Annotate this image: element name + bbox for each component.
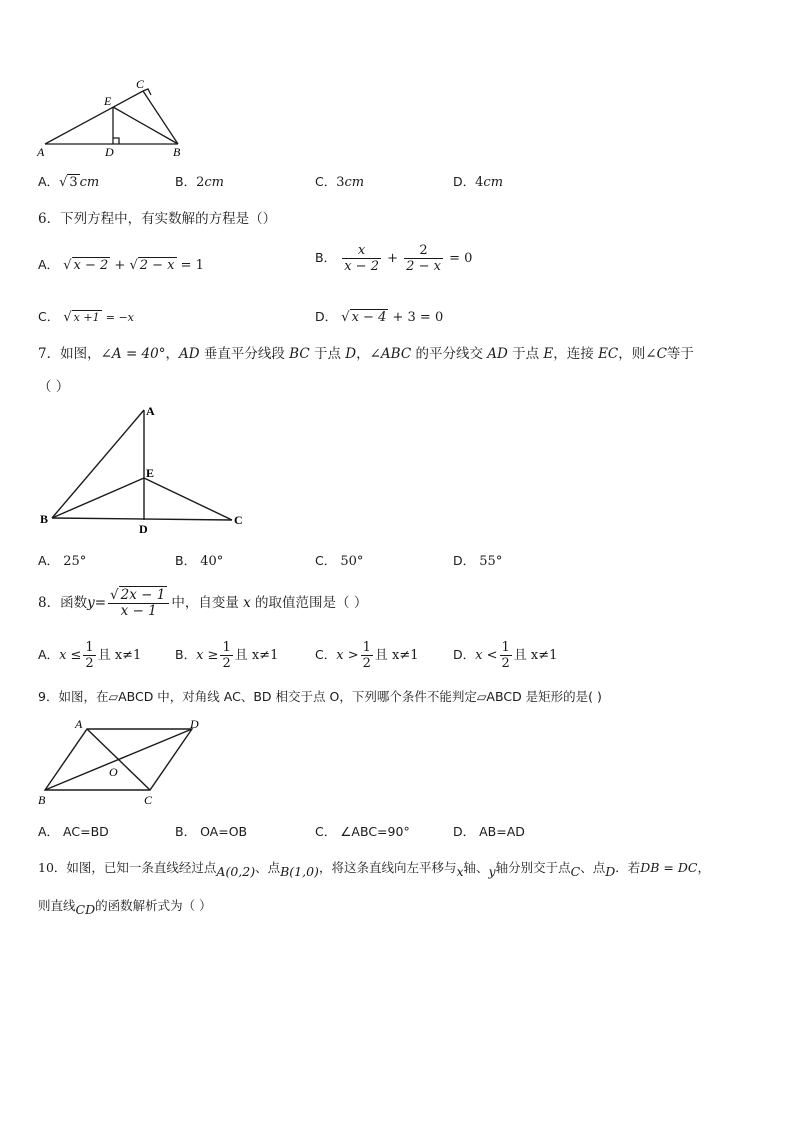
label-d: D — [105, 145, 114, 159]
label-d: D — [190, 717, 199, 731]
label-a: A — [146, 404, 155, 418]
q5-option-c[interactable]: C．3cm — [315, 174, 365, 190]
q7-option-a[interactable]: A． 25° — [38, 553, 87, 569]
q8-option-b[interactable]: B．x ≥ $\frac{1}{2}$ 且 x≠1 — [175, 640, 279, 671]
q10-stem-line2: 则直线CD的函数解析式为（ ） — [38, 898, 212, 917]
q8-option-a[interactable]: A．x ≤ $\frac{1}{2}$ 且 x≠1 — [38, 640, 142, 671]
q9-option-b[interactable]: B． OA=OB — [175, 824, 248, 839]
q7-option-b[interactable]: B． 40° — [175, 553, 224, 569]
q6-option-b[interactable]: B． $\frac{x}{x - 2}$ + $\frac{2}{2 - x}$ = 0 — [315, 243, 473, 274]
q9-option-d[interactable]: D． AB=AD — [453, 824, 525, 839]
figure-q9-parallelogram — [30, 712, 220, 812]
q9-option-a[interactable]: A． AC=BD — [38, 824, 109, 839]
label-e: E — [104, 94, 112, 108]
label-a: A — [37, 145, 45, 159]
label-c: C — [144, 793, 153, 807]
q8-stem: 8．函数y= $\frac{√ 2x - 1}{x - 1}$ 中，自变量 x 的取值范围是（ ） — [38, 587, 368, 619]
figure-q5-triangle — [30, 70, 200, 162]
q5-option-a[interactable]: A．√ 3 cm — [38, 174, 100, 190]
q6-option-a[interactable]: A． √ x − 2 + √ 2 − x = 1 — [38, 257, 204, 273]
q6-option-c[interactable]: C． √ x +1 = −x — [38, 309, 134, 325]
q10-stem-line1: 10．如图，已知一条直线经过点A(0,2)、点B(1,0)，将这条直线向左平移与x轴、y轴分别交于点C、点D．若DB = DC， — [38, 860, 710, 879]
label-b: B — [173, 145, 181, 159]
label-a: A — [75, 717, 83, 731]
q9-stem: 9．如图，在▱ABCD 中，对角线 AC、BD 相交于点 O，下列哪个条件不能判定▱ABCD 是矩形的是( ) — [38, 689, 602, 704]
q7-stem: 7．如图，∠A = 40°，AD 垂直平分线段 BC 于点 D，∠ABC 的平分线交 AD 于点 E，连接 EC，则∠C等于 — [38, 346, 694, 362]
q8-option-d[interactable]: D．x < $\frac{1}{2}$ 且 x≠1 — [453, 640, 558, 671]
q6-stem: 6．下列方程中，有实数解的方程是（） — [38, 211, 277, 227]
figure-q7-triangle — [36, 400, 256, 540]
q7-option-c[interactable]: C． 50° — [315, 553, 364, 569]
label-e: E — [146, 466, 155, 480]
label-c: C — [234, 513, 243, 527]
q8-option-c[interactable]: C．x > $\frac{1}{2}$ 且 x≠1 — [315, 640, 419, 671]
label-c: C — [136, 77, 145, 91]
q7-option-d[interactable]: D． 55° — [453, 553, 503, 569]
q9-option-c[interactable]: C． ∠ABC=90° — [315, 824, 410, 839]
q7-answer-bracket: （ ） — [38, 379, 70, 395]
label-b: B — [38, 793, 46, 807]
label-o: O — [109, 765, 118, 779]
label-d: D — [139, 522, 148, 536]
q5-option-b[interactable]: B．2cm — [175, 174, 224, 190]
q6-option-d[interactable]: D． √ x − 4 + 3 = 0 — [315, 309, 444, 325]
q5-option-d[interactable]: D．4cm — [453, 174, 504, 190]
label-b: B — [40, 512, 49, 526]
